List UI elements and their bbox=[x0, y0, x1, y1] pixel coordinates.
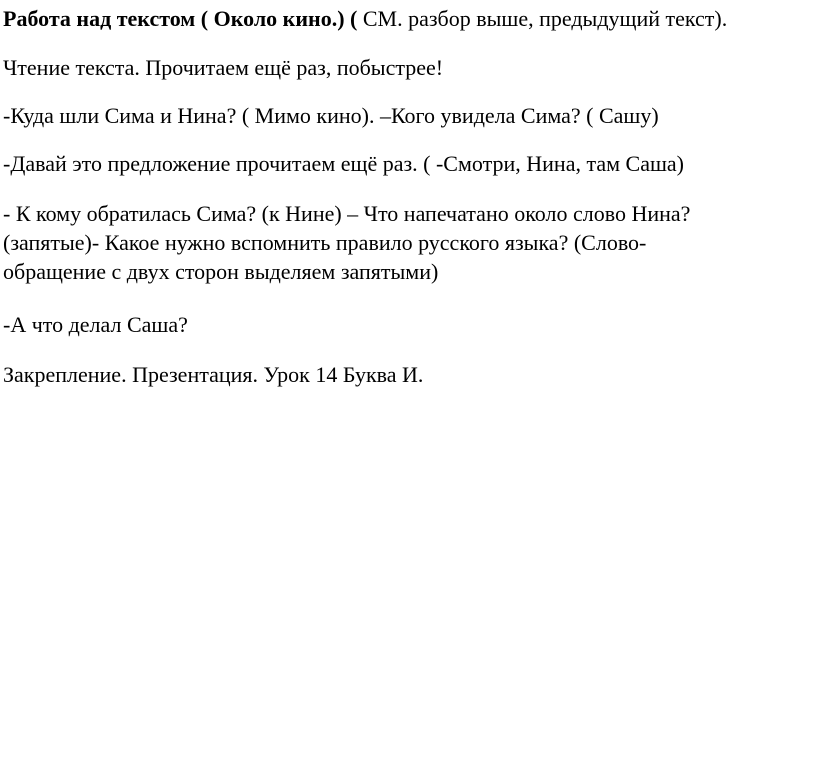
paragraph-line: Чтение текста. Прочитаем ещё раз, побыстрее! bbox=[3, 55, 444, 80]
paragraph-line: - К кому обратилась Сима? (к Нине) – Что напечатано около слово Нина? bbox=[3, 201, 691, 226]
paragraph-reread-sentence bbox=[3, 149, 684, 178]
paragraph-line: обращение с двух сторон выделяем запятыми) bbox=[3, 259, 439, 284]
heading-paragraph bbox=[3, 4, 727, 33]
paragraph-question-where bbox=[3, 101, 659, 130]
paragraph-line: -А что делал Саша? bbox=[3, 312, 188, 337]
paragraph-commas-rule bbox=[3, 199, 690, 286]
paragraph-consolidation bbox=[3, 360, 423, 389]
paragraph-line: Закрепление. Презентация. Урок 14 Буква И. bbox=[3, 362, 424, 387]
paragraph-line: -Давай это предложение прочитаем ещё раз. ( -Смотри, Нина, там Саша) bbox=[3, 151, 685, 176]
heading-bold-text: Работа над текстом ( Около кино.) ( bbox=[3, 6, 358, 31]
paragraph-line: -Куда шли Сима и Нина? ( Мимо кино). –Кого увидела Сима? ( Сашу) bbox=[3, 103, 659, 128]
heading-normal-text: СМ. разбор выше, предыдущий текст). bbox=[357, 6, 728, 31]
paragraph-question-sasha bbox=[3, 310, 188, 339]
paragraph-line: (запятые)- Какое нужно вспомнить правило русского языка? (Слово- bbox=[3, 230, 647, 255]
paragraph-reading bbox=[3, 53, 443, 82]
